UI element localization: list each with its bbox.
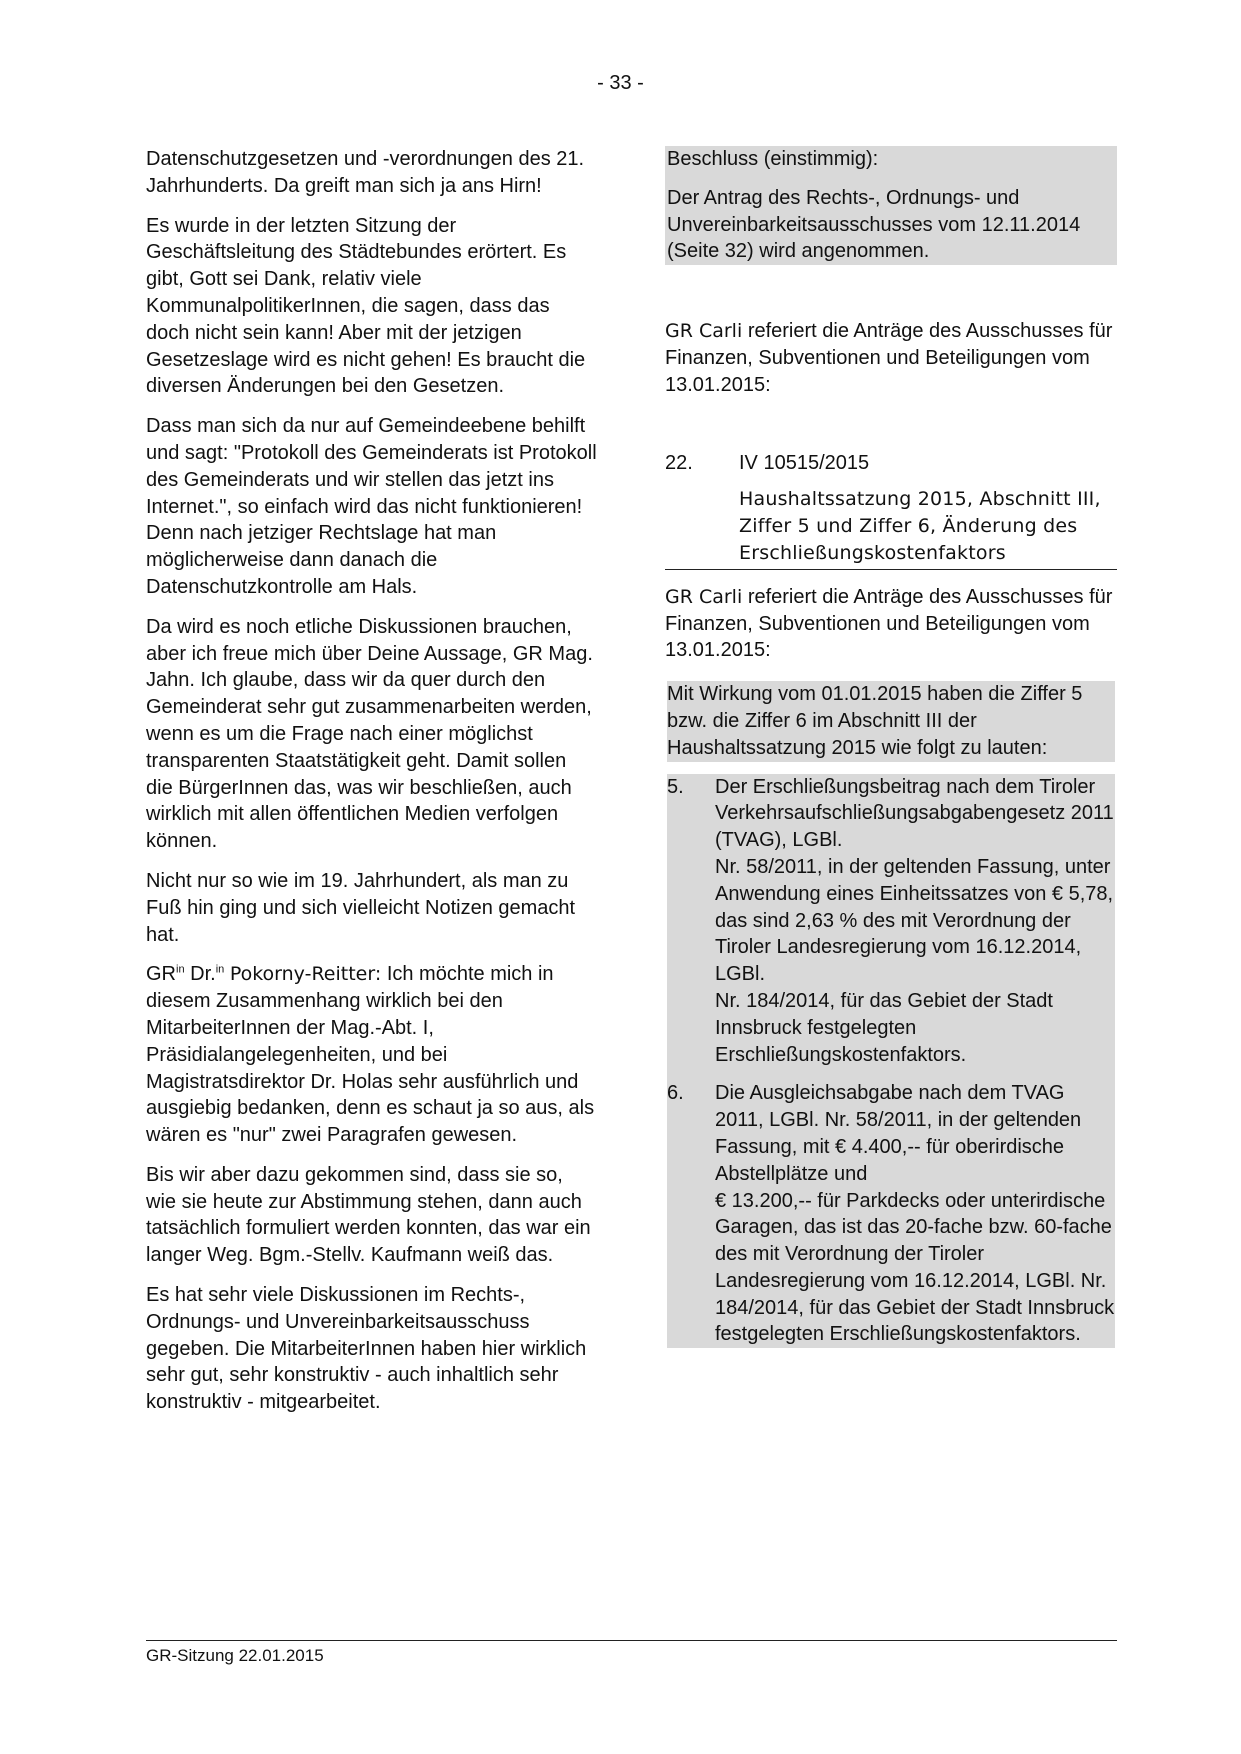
footer-text: GR-Sitzung 22.01.2015 [146, 1646, 324, 1665]
amendment-text: € 13.200,-- für Parkdecks oder unterirdische Garagen, das ist das 20-fache bzw. 60-fache des mit Verordnung der Tiroler Landesregierung vom 16.12.2014, LGBl. Nr. 184/2014, für das Gebiet der Stadt Innsbruck festgelegten Erschließungskostenfaktors. [715, 1189, 1115, 1346]
amendment-lead: Mit Wirkung vom 01.01.2015 haben die Ziffer 5 bzw. die Ziffer 6 im Abschnitt III der Haushaltssatzung 2015 wie folgt zu lauten: [667, 681, 1115, 761]
left-column [146, 146, 598, 1429]
speaker-title: GR [146, 963, 176, 986]
amendment-item [667, 774, 1115, 1069]
page-number: - 33 - [597, 72, 644, 94]
amendment-number: 5. [667, 775, 684, 798]
amendment-number: 6. [667, 1082, 684, 1105]
report-paragraph [665, 584, 1117, 664]
report-speaker: GR Carli [665, 320, 743, 343]
footer-divider [146, 1640, 1117, 1641]
amendment-box [665, 677, 1117, 1348]
paragraph: Datenschutzgesetzen und -verordnungen des 21. Jahrhunderts. Da greift man sich ja ans Hirn! [146, 148, 585, 197]
paragraph: Da wird es noch etliche Diskussionen brauchen, aber ich freue mich über Deine Aussage, GR Mag. Jahn. Ich glaube, dass wir da quer durch den Gemeinderat sehr gut zusammenarbeiten werden, wenn es um die Frage nach einer möglichst transparenten Staatstätigkeit geht. Damit sollen die BürgerInnen das, was wir beschließen, auch wirklich mit allen öffentlichen Medien verfolgen können. [146, 615, 593, 853]
report-text: referiert die Anträge des Ausschusses für Finanzen, Subventionen und Beteiligungen vom 13.01.2015: [665, 585, 1113, 662]
paragraph: Es wurde in der letzten Sitzung der Geschäftsleitung des Städtebundes erörtert. Es gibt, Gott sei Dank, relativ viele KommunalpolitikerInnen, die sagen, dass das doch nicht sein kann! Aber mit der jetzigen Gesetzeslage wird es nicht gehen! Es braucht die diversen Änderungen bei den Gesetzen. [146, 214, 586, 398]
report-speaker: GR Carli [665, 585, 743, 608]
amendment-text: Nr. 184/2014, für das Gebiet der Stadt Innsbruck festgelegten Erschließungskostenfaktors. [715, 989, 1053, 1066]
report-text: referiert die Anträge des Ausschusses für Finanzen, Subventionen und Beteiligungen vom 13.01.2015: [665, 320, 1113, 396]
agenda-reference: IV 10515/2015 [739, 451, 870, 474]
agenda-divider [665, 569, 1117, 570]
amendment-item [667, 1080, 1115, 1348]
agenda-item-header [665, 450, 1117, 477]
speaker-degree: Dr. [190, 963, 216, 986]
resolution-text: Der Antrag des Rechts-, Ordnungs- und Unvereinbarkeitsausschusses vom 12.11.2014 (Seite 32) wird angenommen. [667, 186, 1081, 263]
speaker-degree-sup: in [215, 963, 225, 976]
paragraph: Dass man sich da nur auf Gemeindeebene behilft und sagt: "Protokoll des Gemeinderats ist Protokoll des Gemeinderats und wir stellen das jetzt ins Internet.", so einfach wird das nicht funktionieren! Denn nach jetziger Rechtslage hat man möglicherweise dann danach die Datenschutzkontrolle am Hals. [146, 415, 597, 598]
right-column [665, 146, 1117, 1360]
amendment-text: Die Ausgleichsabgabe nach dem TVAG 2011, LGBl. Nr. 58/2011, in der geltenden Fassung, mit € 4.400,-- für oberirdische Abstellplätze und [715, 1082, 1082, 1185]
resolution-box [665, 146, 1117, 265]
paragraph: Es hat sehr viele Diskussionen im Rechts-, Ordnungs- und Unvereinbarkeitsausschuss gegeben. Die MitarbeiterInnen haben hier wirklich sehr gut, sehr konstruktiv - auch inhaltlich sehr konstruktiv - mitgearbeitet. [146, 1284, 587, 1414]
agenda-title: Haushaltssatzung 2015, Abschnitt III, Ziffer 5 und Ziffer 6, Änderung des Erschließungskostenfaktors [739, 488, 1101, 564]
amendment-text: Der Erschließungsbeitrag nach dem Tiroler Verkehrsaufschließungsabgabengesetz 2011 (TVAG), LGBl. [715, 775, 1114, 852]
speaker-paragraph [146, 961, 598, 1149]
speaker-name: Pokorny-Reitter: [229, 963, 382, 986]
amendment-text: Nr. 58/2011, in der geltenden Fassung, unter Anwendung eines Einheitssatzes von € 5,78, das sind 2,63 % des mit Verordnung der Tiroler Landesregierung vom 16.12.2014, LGBl. [715, 855, 1114, 986]
report-paragraph [665, 318, 1117, 398]
agenda-number: 22. [665, 451, 693, 474]
paragraph: Nicht nur so wie im 19. Jahrhundert, als man zu Fuß hin ging und sich vielleicht Notizen gemacht hat. [146, 869, 576, 946]
resolution-heading: Beschluss (einstimmig): [667, 148, 879, 170]
speaker-title-sup: in [176, 963, 185, 976]
speaker-text: Ich möchte mich in diesem Zusammenhang wirklich bei den MitarbeiterInnen der Mag.-Abt. I, Präsidialangelegenheiten, und bei Magistratsdirektor Dr. Holas sehr ausführlich und ausgiebig bedanken, denn es schaut ja so aus, als wären es "nur" zwei Paragrafen gewesen. [146, 963, 595, 1147]
paragraph: Bis wir aber dazu gekommen sind, dass sie so, wie sie heute zur Abstimmung stehen, dann auch tatsächlich formuliert werden konnten, das war ein langer Weg. Bgm.-Stellv. Kaufmann weiß das. [146, 1163, 591, 1267]
